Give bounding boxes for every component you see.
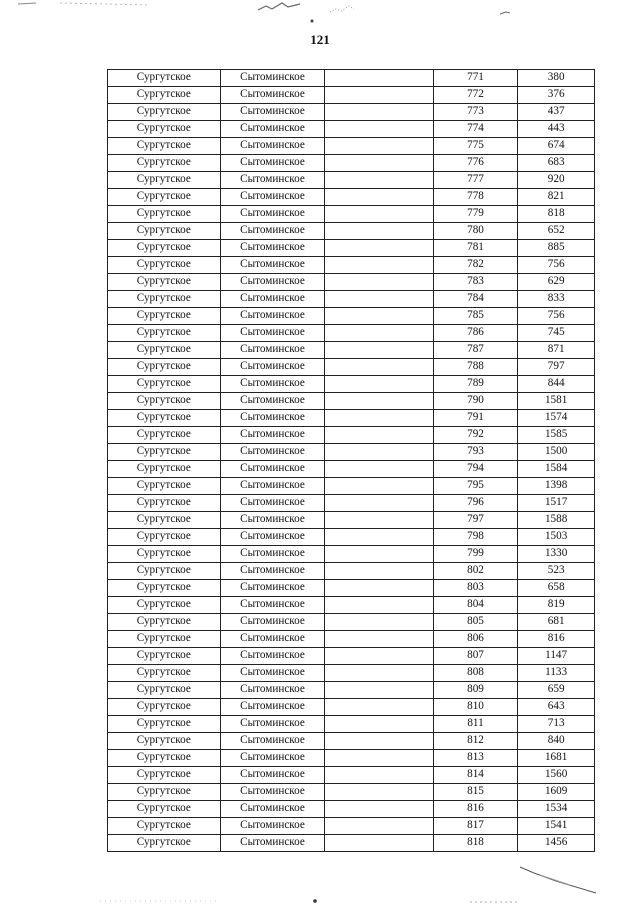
cell-empty [325,665,433,682]
cell-field-name: Сургутское [108,87,221,104]
cell-site-name: Сытоминское [220,70,325,87]
cell-site-name: Сытоминское [220,835,325,852]
cell-value: 681 [518,614,595,631]
cell-field-name: Сургутское [108,427,221,444]
cell-site-name: Сытоминское [220,716,325,733]
cell-well-number: 783 [433,274,518,291]
table-row [108,512,595,529]
cell-empty [325,70,433,87]
cell-site-name: Сытоминское [220,240,325,257]
cell-well-number: 807 [433,648,518,665]
cell-value: 674 [518,138,595,155]
cell-well-number: 779 [433,206,518,223]
cell-well-number: 771 [433,70,518,87]
cell-empty [325,563,433,580]
cell-empty [325,325,433,342]
table-row [108,70,595,87]
cell-empty [325,648,433,665]
cell-field-name: Сургутское [108,223,221,240]
cell-field-name: Сургутское [108,665,221,682]
cell-value: 683 [518,155,595,172]
cell-well-number: 802 [433,563,518,580]
table-row [108,597,595,614]
cell-field-name: Сургутское [108,495,221,512]
cell-site-name: Сытоминское [220,257,325,274]
cell-well-number: 795 [433,478,518,495]
cell-field-name: Сургутское [108,512,221,529]
table-row [108,189,595,206]
cell-well-number: 791 [433,410,518,427]
table-row [108,206,595,223]
cell-value: 380 [518,70,595,87]
table-row [108,665,595,682]
cell-site-name: Сытоминское [220,648,325,665]
cell-empty [325,240,433,257]
cell-site-name: Сытоминское [220,189,325,206]
cell-well-number: 792 [433,427,518,444]
cell-value: 871 [518,342,595,359]
cell-well-number: 784 [433,291,518,308]
cell-field-name: Сургутское [108,461,221,478]
cell-site-name: Сытоминское [220,665,325,682]
table-row [108,733,595,750]
table-row [108,461,595,478]
cell-field-name: Сургутское [108,597,221,614]
cell-empty [325,818,433,835]
cell-value: 713 [518,716,595,733]
cell-empty [325,410,433,427]
cell-site-name: Сытоминское [220,784,325,801]
cell-empty [325,427,433,444]
cell-value: 1330 [518,546,595,563]
cell-field-name: Сургутское [108,801,221,818]
cell-well-number: 811 [433,716,518,733]
cell-field-name: Сургутское [108,784,221,801]
cell-well-number: 798 [433,529,518,546]
cell-site-name: Сытоминское [220,308,325,325]
cell-field-name: Сургутское [108,342,221,359]
cell-well-number: 810 [433,699,518,716]
cell-empty [325,444,433,461]
cell-site-name: Сытоминское [220,563,325,580]
cell-value: 797 [518,359,595,376]
cell-empty [325,478,433,495]
cell-value: 1609 [518,784,595,801]
cell-field-name: Сургутское [108,240,221,257]
cell-site-name: Сытоминское [220,818,325,835]
cell-empty [325,206,433,223]
cell-empty [325,767,433,784]
cell-field-name: Сургутское [108,614,221,631]
cell-field-name: Сургутское [108,478,221,495]
cell-field-name: Сургутское [108,189,221,206]
cell-field-name: Сургутское [108,291,221,308]
cell-empty [325,359,433,376]
cell-well-number: 803 [433,580,518,597]
cell-empty [325,121,433,138]
cell-field-name: Сургутское [108,546,221,563]
cell-value: 1588 [518,512,595,529]
cell-well-number: 797 [433,512,518,529]
cell-site-name: Сытоминское [220,801,325,818]
cell-value: 1398 [518,478,595,495]
cell-empty [325,376,433,393]
scan-artifact-bottom [0,855,640,905]
cell-empty [325,172,433,189]
table-row [108,648,595,665]
cell-field-name: Сургутское [108,580,221,597]
cell-site-name: Сытоминское [220,138,325,155]
table-row [108,104,595,121]
table-row [108,308,595,325]
scan-noise-graphic [0,0,640,30]
table-row [108,546,595,563]
cell-value: 523 [518,563,595,580]
cell-empty [325,87,433,104]
cell-empty [325,716,433,733]
table-row [108,376,595,393]
cell-empty [325,835,433,852]
table-row [108,716,595,733]
table-row [108,682,595,699]
cell-value: 652 [518,223,595,240]
cell-well-number: 780 [433,223,518,240]
cell-field-name: Сургутское [108,325,221,342]
cell-field-name: Сургутское [108,308,221,325]
cell-field-name: Сургутское [108,359,221,376]
cell-value: 844 [518,376,595,393]
cell-well-number: 781 [433,240,518,257]
cell-site-name: Сытоминское [220,325,325,342]
table-row [108,427,595,444]
table-row [108,342,595,359]
cell-field-name: Сургутское [108,444,221,461]
cell-empty [325,614,433,631]
cell-well-number: 789 [433,376,518,393]
scan-artifact-top [0,0,640,30]
cell-empty [325,784,433,801]
cell-site-name: Сытоминское [220,87,325,104]
cell-well-number: 775 [433,138,518,155]
cell-well-number: 815 [433,784,518,801]
cell-field-name: Сургутское [108,376,221,393]
cell-value: 920 [518,172,595,189]
cell-site-name: Сытоминское [220,512,325,529]
cell-empty [325,104,433,121]
table-row [108,750,595,767]
table-row [108,495,595,512]
table-row [108,291,595,308]
cell-field-name: Сургутское [108,172,221,189]
cell-empty [325,274,433,291]
table-row [108,87,595,104]
cell-field-name: Сургутское [108,716,221,733]
cell-well-number: 787 [433,342,518,359]
cell-empty [325,597,433,614]
cell-field-name: Сургутское [108,155,221,172]
table-row [108,172,595,189]
cell-field-name: Сургутское [108,70,221,87]
cell-value: 1517 [518,495,595,512]
table-row [108,563,595,580]
cell-well-number: 774 [433,121,518,138]
cell-value: 1147 [518,648,595,665]
cell-well-number: 773 [433,104,518,121]
cell-value: 1681 [518,750,595,767]
cell-well-number: 796 [433,495,518,512]
cell-well-number: 788 [433,359,518,376]
cell-value: 756 [518,308,595,325]
table-row [108,325,595,342]
cell-well-number: 776 [433,155,518,172]
cell-site-name: Сытоминское [220,223,325,240]
cell-field-name: Сургутское [108,699,221,716]
cell-well-number: 782 [433,257,518,274]
cell-well-number: 818 [433,835,518,852]
cell-site-name: Сытоминское [220,699,325,716]
cell-empty [325,155,433,172]
cell-site-name: Сытоминское [220,767,325,784]
cell-well-number: 777 [433,172,518,189]
scan-noise-graphic-bottom [0,855,640,905]
registry-table [107,69,595,852]
cell-site-name: Сытоминское [220,444,325,461]
cell-field-name: Сургутское [108,529,221,546]
cell-well-number: 778 [433,189,518,206]
cell-empty [325,393,433,410]
cell-site-name: Сытоминское [220,682,325,699]
cell-value: 1585 [518,427,595,444]
cell-value: 885 [518,240,595,257]
cell-empty [325,189,433,206]
table-row [108,818,595,835]
cell-site-name: Сытоминское [220,597,325,614]
cell-well-number: 794 [433,461,518,478]
cell-empty [325,580,433,597]
cell-field-name: Сургутское [108,410,221,427]
cell-value: 1503 [518,529,595,546]
cell-empty [325,699,433,716]
cell-site-name: Сытоминское [220,733,325,750]
table-body [108,70,595,852]
cell-value: 443 [518,121,595,138]
table-row [108,529,595,546]
cell-field-name: Сургутское [108,138,221,155]
cell-site-name: Сытоминское [220,393,325,410]
cell-value: 1133 [518,665,595,682]
cell-empty [325,342,433,359]
cell-site-name: Сытоминское [220,206,325,223]
table-row [108,580,595,597]
cell-well-number: 804 [433,597,518,614]
page-number: 121 [310,32,330,47]
cell-empty [325,750,433,767]
cell-field-name: Сургутское [108,767,221,784]
cell-well-number: 809 [433,682,518,699]
cell-empty [325,801,433,818]
cell-value: 840 [518,733,595,750]
cell-site-name: Сытоминское [220,104,325,121]
cell-site-name: Сытоминское [220,427,325,444]
cell-site-name: Сытоминское [220,274,325,291]
table-row [108,240,595,257]
table-row [108,257,595,274]
cell-value: 821 [518,189,595,206]
cell-value: 1584 [518,461,595,478]
cell-well-number: 790 [433,393,518,410]
cell-value: 1581 [518,393,595,410]
table-row [108,767,595,784]
table-row [108,614,595,631]
cell-empty [325,308,433,325]
cell-empty [325,495,433,512]
cell-site-name: Сытоминское [220,546,325,563]
cell-well-number: 808 [433,665,518,682]
table-row [108,784,595,801]
cell-site-name: Сытоминское [220,155,325,172]
cell-empty [325,631,433,648]
cell-empty [325,291,433,308]
table-row [108,393,595,410]
cell-empty [325,257,433,274]
table-row [108,444,595,461]
cell-field-name: Сургутское [108,393,221,410]
cell-site-name: Сытоминское [220,410,325,427]
cell-site-name: Сытоминское [220,376,325,393]
cell-well-number: 806 [433,631,518,648]
cell-site-name: Сытоминское [220,750,325,767]
table-row [108,359,595,376]
table-row [108,699,595,716]
cell-site-name: Сытоминское [220,478,325,495]
cell-value: 1456 [518,835,595,852]
cell-well-number: 812 [433,733,518,750]
cell-site-name: Сытоминское [220,291,325,308]
table-row [108,138,595,155]
cell-site-name: Сытоминское [220,121,325,138]
cell-value: 643 [518,699,595,716]
table-row [108,274,595,291]
cell-field-name: Сургутское [108,274,221,291]
cell-value: 818 [518,206,595,223]
cell-field-name: Сургутское [108,648,221,665]
cell-value: 819 [518,597,595,614]
cell-value: 1574 [518,410,595,427]
cell-site-name: Сытоминское [220,631,325,648]
cell-well-number: 799 [433,546,518,563]
cell-well-number: 786 [433,325,518,342]
table-row [108,478,595,495]
cell-site-name: Сытоминское [220,529,325,546]
table-row [108,410,595,427]
cell-well-number: 816 [433,801,518,818]
cell-field-name: Сургутское [108,206,221,223]
cell-field-name: Сургутское [108,257,221,274]
cell-well-number: 813 [433,750,518,767]
cell-well-number: 772 [433,87,518,104]
cell-well-number: 805 [433,614,518,631]
cell-value: 756 [518,257,595,274]
cell-field-name: Сургутское [108,818,221,835]
table-row [108,121,595,138]
cell-value: 376 [518,87,595,104]
cell-empty [325,138,433,155]
cell-well-number: 817 [433,818,518,835]
cell-site-name: Сытоминское [220,342,325,359]
cell-site-name: Сытоминское [220,495,325,512]
cell-empty [325,733,433,750]
cell-site-name: Сытоминское [220,614,325,631]
cell-site-name: Сытоминское [220,580,325,597]
table-row [108,155,595,172]
cell-empty [325,461,433,478]
table-row [108,801,595,818]
cell-value: 629 [518,274,595,291]
table-row [108,631,595,648]
cell-value: 658 [518,580,595,597]
cell-empty [325,546,433,563]
cell-value: 1534 [518,801,595,818]
cell-value: 1500 [518,444,595,461]
cell-well-number: 785 [433,308,518,325]
cell-well-number: 793 [433,444,518,461]
cell-value: 659 [518,682,595,699]
cell-value: 1541 [518,818,595,835]
cell-value: 1560 [518,767,595,784]
cell-site-name: Сытоминское [220,461,325,478]
cell-field-name: Сургутское [108,631,221,648]
table-row [108,223,595,240]
cell-field-name: Сургутское [108,835,221,852]
cell-site-name: Сытоминское [220,359,325,376]
cell-field-name: Сургутское [108,563,221,580]
cell-site-name: Сытоминское [220,172,325,189]
cell-empty [325,682,433,699]
cell-empty [325,223,433,240]
cell-value: 437 [518,104,595,121]
cell-field-name: Сургутское [108,682,221,699]
cell-field-name: Сургутское [108,104,221,121]
table-row [108,835,595,852]
cell-value: 833 [518,291,595,308]
cell-value: 745 [518,325,595,342]
cell-field-name: Сургутское [108,121,221,138]
cell-empty [325,512,433,529]
cell-well-number: 814 [433,767,518,784]
cell-field-name: Сургутское [108,750,221,767]
cell-field-name: Сургутское [108,733,221,750]
cell-value: 816 [518,631,595,648]
cell-empty [325,529,433,546]
